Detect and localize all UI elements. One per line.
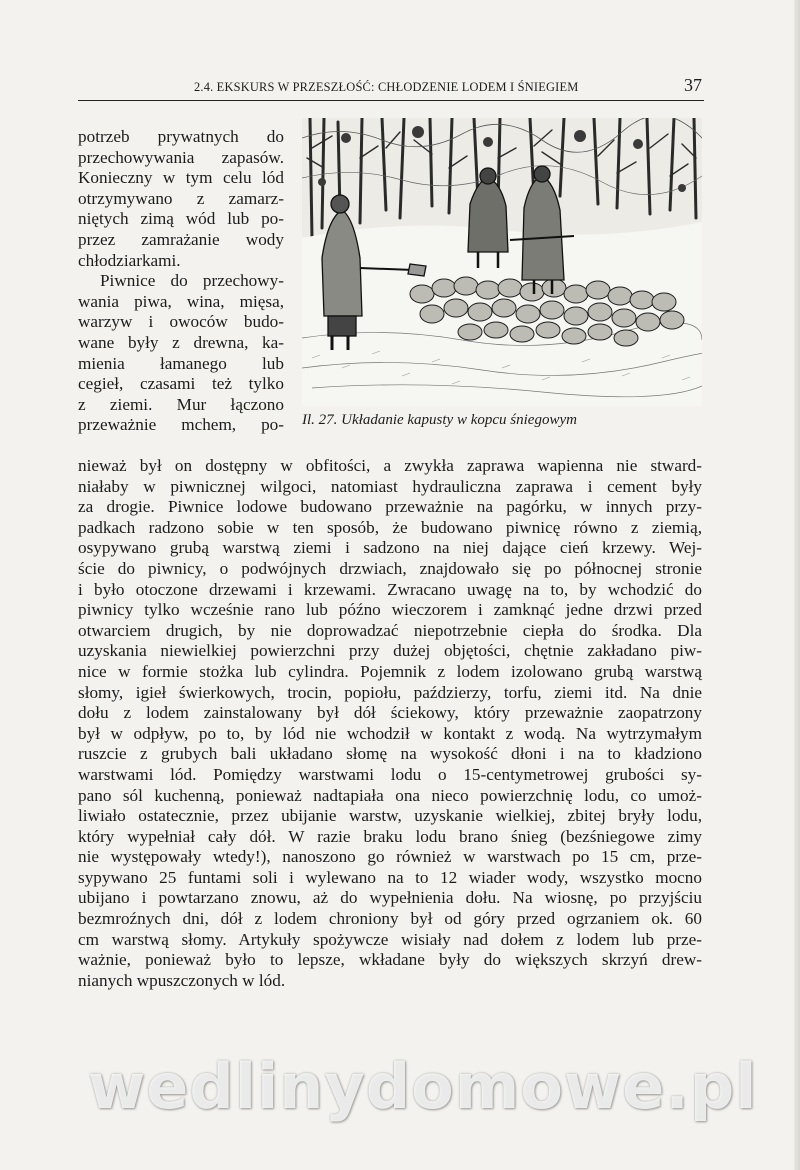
text-line: liwiało ostatecznie, przez ubijanie warstw, uzyskanie wielkiej, zbitej bryły lodu, xyxy=(78,806,702,826)
page-edge xyxy=(794,0,800,1170)
figure-caption: Il. 27. Układanie kapusty w kopcu śniegowym xyxy=(302,412,577,428)
text-line: nice w formie stożka lub cylindra. Pojemnik z lodem izolowano grubą warstwą xyxy=(78,661,702,681)
running-title: 2.4. EKSKURS W PRZESZŁOŚĆ: CHŁODZENIE LODEM I ŚNIEGIEM xyxy=(194,80,579,94)
text-line: i było otoczone drzewami i krzewami. Zwracano uwagę na to, by wchodzić do xyxy=(78,579,702,599)
text-line: padkach radzono sobie w ten sposób, że budowano piwnicę równo z ziemią, xyxy=(78,517,702,537)
text-line: słomy, igieł świerkowych, trocin, popiołu, paździerzy, torfu, ziemi itd. Na dnie xyxy=(78,682,702,702)
wrapped-text-column xyxy=(78,127,284,436)
text-line: osypywano grubą warstwą ziemi i sadzono na niej dające cień krzewy. Wej- xyxy=(78,538,702,558)
snow-cabbage-engraving xyxy=(302,118,702,406)
illustration xyxy=(302,118,702,406)
text-line: niętych zimą wód lub po- xyxy=(78,209,284,229)
text-line: sypywano 25 funtami soli i wylewano na to 12 wiader wody, wszystko mocno xyxy=(78,867,702,887)
text-line: piwnicy tylko wcześnie rano lub późno wieczorem i zamknąć jedne drzwi przed xyxy=(78,600,702,620)
watermark: wedlinydomowe.pl xyxy=(88,1050,758,1123)
text-line: przeważnie mchem, po- xyxy=(78,415,284,435)
text-line: za drogie. Piwnice lodowe budowano przeważnie na pagórku, w innych przy- xyxy=(78,497,702,517)
running-header xyxy=(78,74,704,101)
text-line: Piwnice do przechowy- xyxy=(100,271,284,291)
text-line: nianych wpuszczonych w lód. xyxy=(78,970,286,990)
text-line: warzyw i owoców budo- xyxy=(78,312,284,332)
text-line: ważnie, ponieważ było to lepsze, wkładane były do większych skrzyń drew- xyxy=(78,950,702,970)
body-text xyxy=(78,456,702,991)
text-line: uzyskania niewielkiej powierzchni przy dużej objętości, chętnie zakładano piw- xyxy=(78,641,702,661)
text-line: przechowywania zapasów. xyxy=(78,147,284,167)
text-line: pano sól kuchenną, ponieważ nadtapiała ona nieco powierzchnię lodu, co umoż- xyxy=(78,785,702,805)
text-line: otrzymywano z zamarz- xyxy=(78,188,284,208)
text-line: niałaby w piwnicznej wilgoci, natomiast hydrauliczna zaprawa i cement były xyxy=(78,476,702,496)
text-line: mienia łamanego lub xyxy=(78,353,284,373)
text-line: cm warstwą słomy. Artykuły spożywcze wisiały nad dołem z lodem lub prze- xyxy=(78,929,702,949)
text-line: wane były z drewna, ka- xyxy=(78,332,284,352)
text-line: ruszcie z grubych bali układano słomę na wysokość dłoni i na to kładziono xyxy=(78,744,702,764)
text-line: ubijano i powtarzano znowu, aż do wypełnienia dołu. Na wiosnę, po przyjściu xyxy=(78,888,702,908)
text-line: otwarciem drugich, by nie doprowadzać niepotrzebnie ciepła do środka. Dla xyxy=(78,620,702,640)
text-line: Konieczny w tym celu lód xyxy=(78,168,284,188)
text-line: który wypełniał cały dół. W razie braku lodu brano śnieg (bezśniegowe zimy xyxy=(78,826,702,846)
text-line: był w odpływ, po to, by lód nie wchodził w kontakt z wodą. Na wytrzymałym xyxy=(78,723,702,743)
text-line: wania piwa, wina, mięsa, xyxy=(78,291,284,311)
text-line: warstwami lód. Pomiędzy warstwami lodu o 15-centymetrowej grubości sy- xyxy=(78,764,702,784)
text-line: nie występowały wtedy!), nanoszono go również w warstwach po 15 cm, prze- xyxy=(78,847,702,867)
text-line: potrzeb prywatnych do xyxy=(78,127,284,146)
text-line: nieważ był on dostępny w obfitości, a zwykła zaprawa wapienna nie stward- xyxy=(78,456,702,475)
text-line: chłodziarkami. xyxy=(78,250,181,270)
text-line: z ziemi. Mur łączono xyxy=(78,394,284,414)
text-line: ście do piwnicy, o podwójnych drzwiach, znajdowało się po północnej stronie xyxy=(78,558,702,578)
text-line: cegieł, czasami też tylko xyxy=(78,374,284,394)
text-line: dołu z lodem zainstalowany był dół ściekowy, który przeważnie zaopatrzony xyxy=(78,703,702,723)
text-line: przez zamrażanie wody xyxy=(78,229,284,249)
page-number: 37 xyxy=(684,75,702,95)
text-line: bezmroźnych dni, dół z lodem chroniony był od góry przed ogrzaniem ok. 60 xyxy=(78,909,702,929)
